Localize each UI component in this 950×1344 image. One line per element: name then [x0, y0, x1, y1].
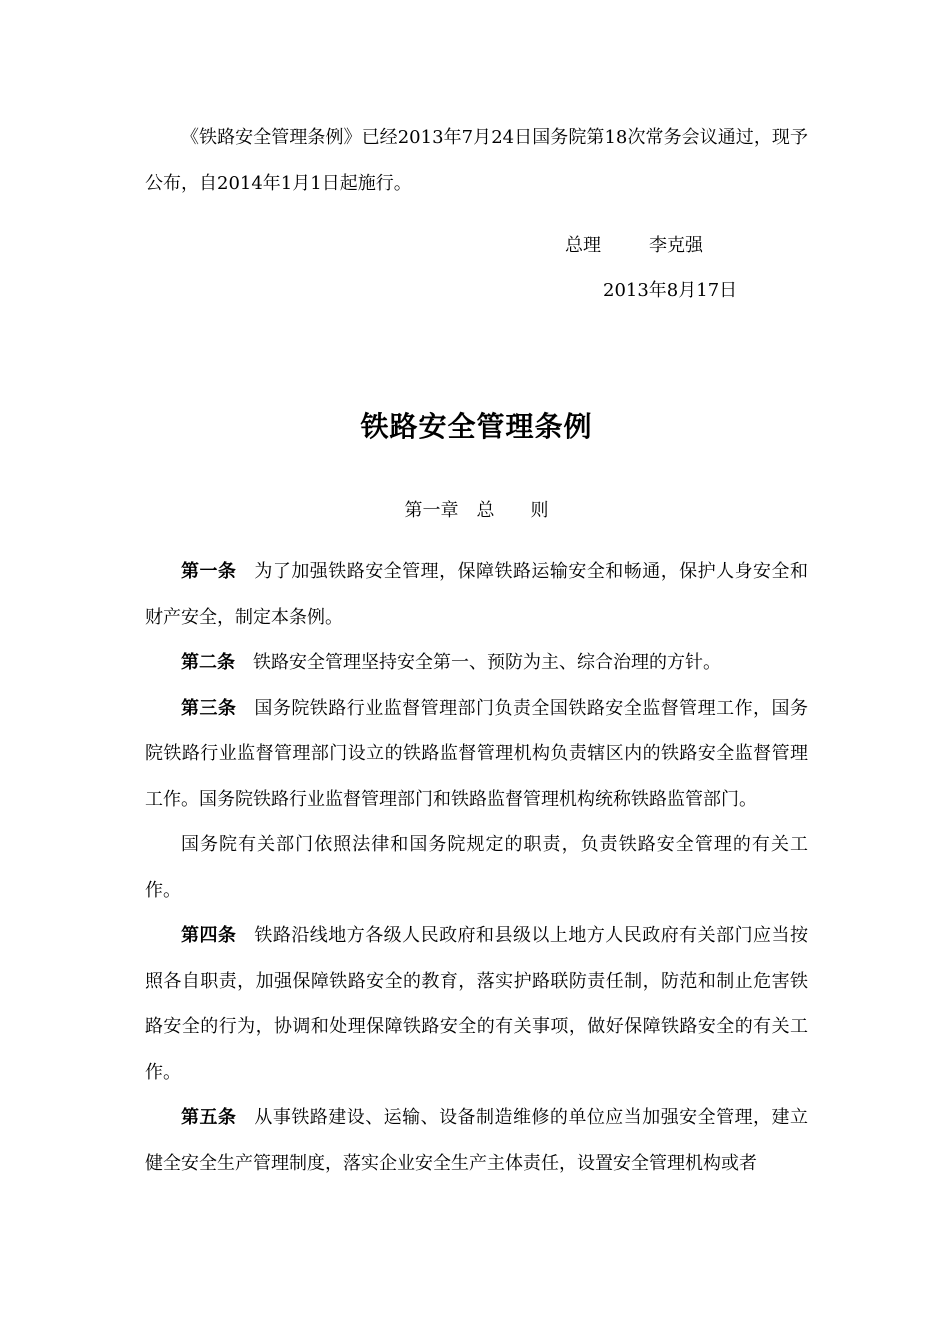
document-title: 铁路安全管理条例	[360, 410, 593, 443]
chapter-heading: 第一章 总 则	[404, 500, 549, 521]
signature-line	[565, 231, 703, 257]
article-text: 铁路沿线地方各级人民政府和县级以上地方人民政府有关部门应当按照各自职责，加强保障铁路安全的教育，落实护路联防责任制，防范和制止危害铁路安全的行为，协调和处理保障铁路安全的有关事项，做好保障铁路安全的有关工作。	[145, 925, 808, 1083]
signature-name: 李克强	[649, 235, 703, 256]
signature-role: 总理	[565, 235, 601, 256]
article-text: 从事铁路建设、运输、设备制造维修的单位应当加强安全管理，建立健全安全生产管理制度，落实企业安全生产主体责任，设置安全管理机构或者	[145, 1107, 808, 1174]
intro-paragraph: 《铁路安全管理条例》已经2013年7月24日国务院第18次常务会议通过，现予公布，自2014年1月1日起施行。	[145, 127, 808, 194]
signature-date: 2013年8月17日	[603, 280, 738, 301]
article-label: 第二条	[181, 652, 235, 673]
article-2	[145, 640, 808, 686]
article-4	[145, 913, 808, 1095]
article-text: 国务院铁路行业监督管理部门负责全国铁路安全监督管理工作，国务院铁路行业监督管理部门设立的铁路监督管理机构负责辖区内的铁路安全监督管理工作。国务院铁路行业监督管理部门和铁路监督管理机构统称铁路监管部门。	[145, 697, 808, 810]
article-text: 铁路安全管理坚持安全第一、预防为主、综合治理的方针。	[253, 652, 721, 673]
article-1	[145, 549, 808, 640]
article-3-paragraph-2	[145, 822, 808, 913]
articles-section	[145, 549, 808, 1186]
article-label: 第四条	[181, 925, 237, 946]
article-5	[145, 1095, 808, 1186]
article-text: 国务院有关部门依照法律和国务院规定的职责，负责铁路安全管理的有关工作。	[145, 834, 808, 901]
article-3	[145, 686, 808, 823]
article-text: 为了加强铁路安全管理，保障铁路运输安全和畅通，保护人身安全和财产安全，制定本条例。	[145, 561, 808, 628]
article-label: 第三条	[181, 697, 237, 719]
article-label: 第五条	[181, 1107, 237, 1128]
article-label: 第一条	[181, 561, 237, 582]
